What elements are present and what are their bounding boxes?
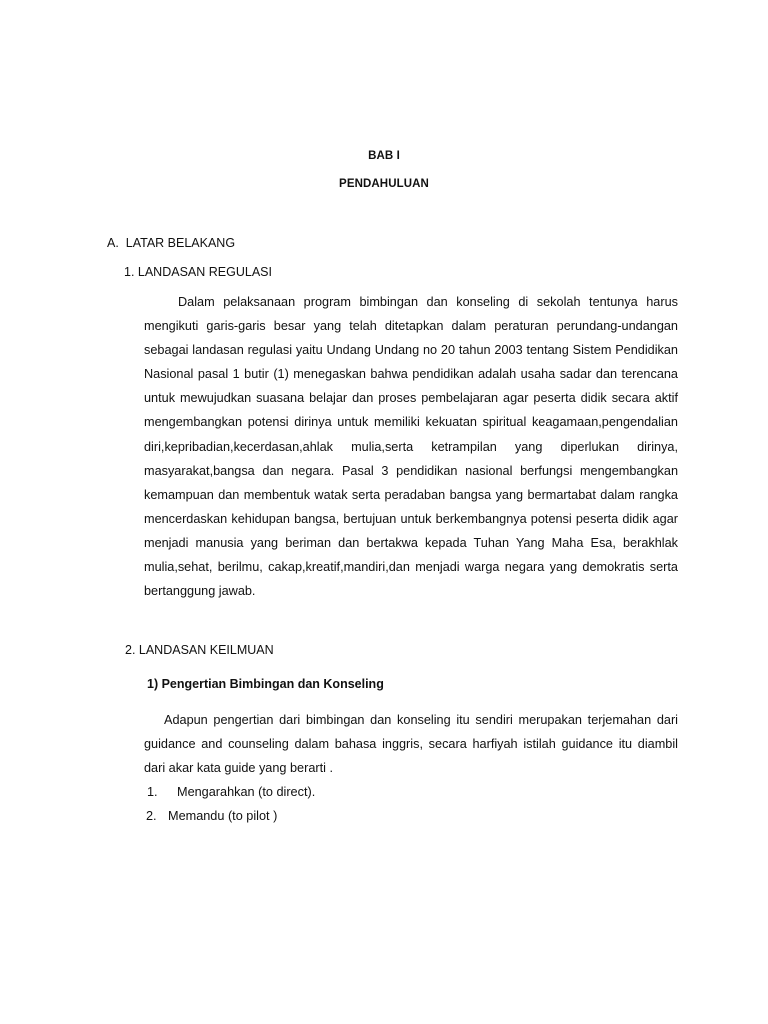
definition-heading: 1) Pengertian Bimbingan dan Konseling [147,677,384,691]
list-item-text: Memandu (to pilot ) [168,809,278,823]
section-a-title: LATAR BELAKANG [125,236,236,250]
subsection-2-heading: 2. LANDASAN KEILMUAN [125,643,274,657]
list-item-text: Mengarahkan (to direct). [177,785,316,799]
section-a-heading [107,236,235,250]
chapter-label: BAB I [368,150,400,162]
chapter-title: PENDAHULUAN [339,178,429,190]
subsection-1-paragraph: Dalam pelaksanaan program bimbingan dan konseling di sekolah tentunya harus mengikuti garis-garis besar yang telah ditetapkan dalam peraturan perundang-undangan sebagai landasan regulasi yaitu Undang Undang no 20 tahun 2003 tentang Sistem Pendidikan Nasional pasal 1 butir (1) menegaskan bahwa pendidikan adalah usaha sadar dan terencana untuk mewujudkan suasana belajar dan proses pembelajaran agar peserta didik secara aktif mengembangkan potensi dirinya untuk memiliki kekuatan spiritual keagamaan,pengendalian diri,kepribadian,kecerdasan,ahlak mulia,serta ketrampilan yang diperlukan dirinya, masyarakat,bangsa dan negara. Pasal 3 pendidikan nasional berfungsi mengembangkan kemampuan dan membentuk watak serta peradaban bangsa yang bermartabat dalam rangka mencerdaskan kehidupan bangsa, bertujuan untuk berkembangnya potensi peserta didik agar menjadi manusia yang beriman dan bertakwa kepada Tuhan Yang Maha Esa, berakhlak mulia,sehat, berilmu, cakap,kreatif,mandiri,dan menjadi warga negara yang demokratis serta bertanggung jawab. [144,295,678,599]
list-item-number: 1. [147,785,158,799]
subsection-1-heading: 1. LANDASAN REGULASI [124,265,272,279]
section-a-marker: A. [107,236,119,250]
definition-paragraph: Adapun pengertian dari bimbingan dan konseling itu sendiri merupakan terjemahan dari guidance and counseling dalam bahasa inggris, secara harfiyah istilah guidance itu diambil dari akar kata guide yang berarti . [144,713,678,776]
list-item-number: 2. [146,809,157,823]
